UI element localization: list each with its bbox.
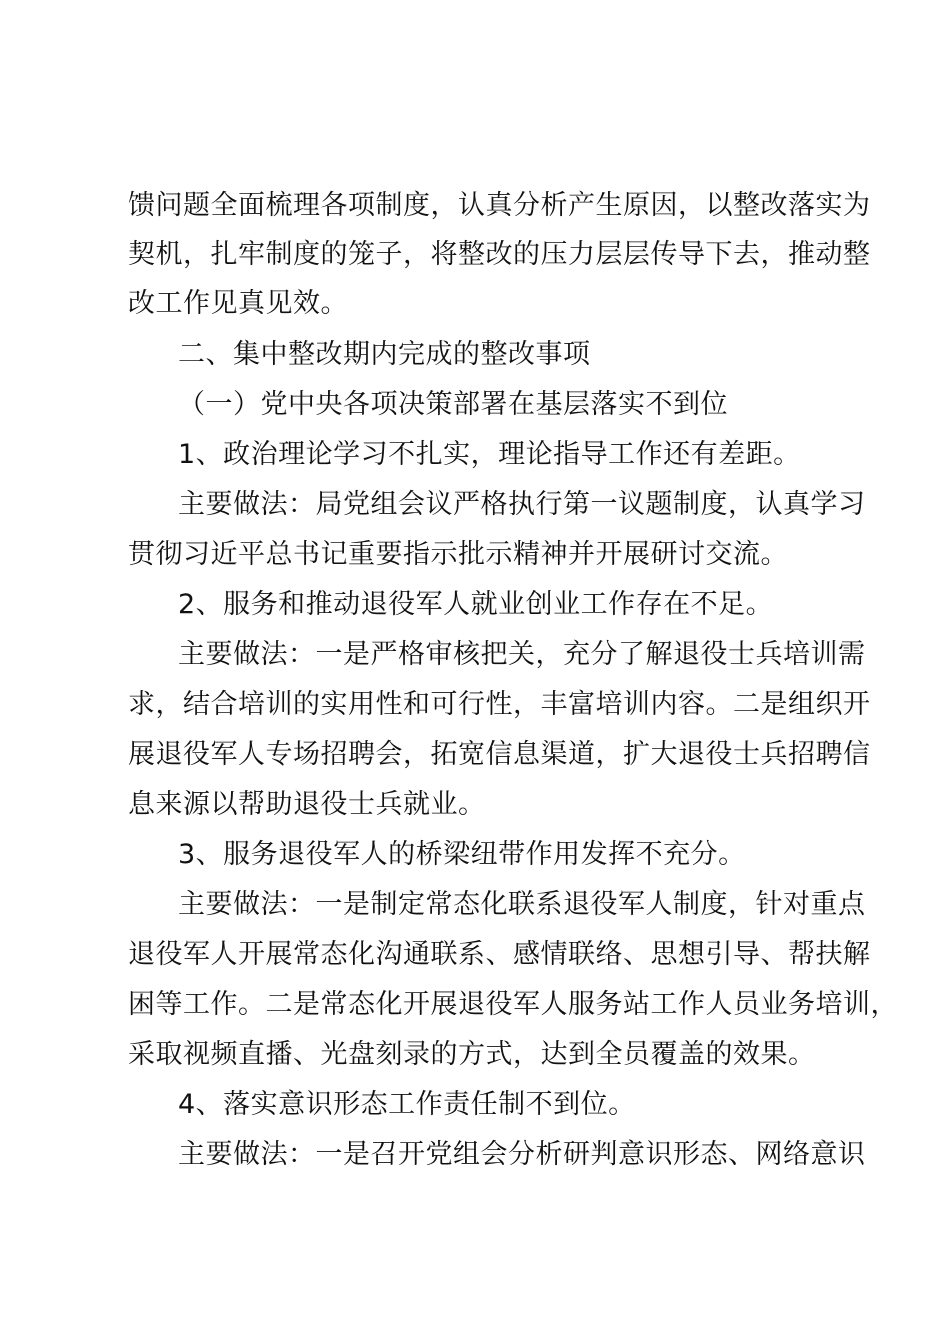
text-line: 展退役军人专场招聘会，拓宽信息渠道，扩大退役士兵招聘信 [128,739,871,770]
section-heading: 二、集中整改期内完成的整改事项 [178,339,591,370]
text-line: 退役军人开展常态化沟通联系、感情联络、思想引导、帮扶解 [128,939,871,970]
text-line: 馈问题全面梳理各项制度，认真分析产生原因，以整改落实为 [128,190,871,221]
text-line: 主要做法：局党组会议严格执行第一议题制度，认真学习 [178,489,866,520]
item-heading: 2、服务和推动退役军人就业创业工作存在不足。 [178,589,774,620]
text-line: 贯彻习近平总书记重要指示批示精神并开展研讨交流。 [128,539,788,570]
text-line: 困等工作。二是常态化开展退役军人服务站工作人员业务培训， [128,989,898,1020]
item-heading: 4、落实意识形态工作责任制不到位。 [178,1089,636,1120]
text-line: 主要做法：一是制定常态化联系退役军人制度，针对重点 [178,889,866,920]
subsection-heading: （一）党中央各项决策部署在基层落实不到位 [178,389,728,420]
text-line: 息来源以帮助退役士兵就业。 [128,789,486,820]
text-line: 主要做法：一是召开党组会分析研判意识形态、网络意识 [178,1139,866,1170]
text-line: 求，结合培训的实用性和可行性，丰富培训内容。二是组织开 [128,689,871,720]
text-line: 改工作见真见效。 [128,288,348,319]
text-line: 主要做法：一是严格审核把关，充分了解退役士兵培训需 [178,639,866,670]
text-line: 契机，扎牢制度的笼子，将整改的压力层层传导下去，推动整 [128,239,871,270]
text-line: 采取视频直播、光盘刻录的方式，达到全员覆盖的效果。 [128,1039,816,1070]
item-heading: 1、政治理论学习不扎实，理论指导工作还有差距。 [178,439,801,470]
item-heading: 3、服务退役军人的桥梁纽带作用发挥不充分。 [178,839,746,870]
